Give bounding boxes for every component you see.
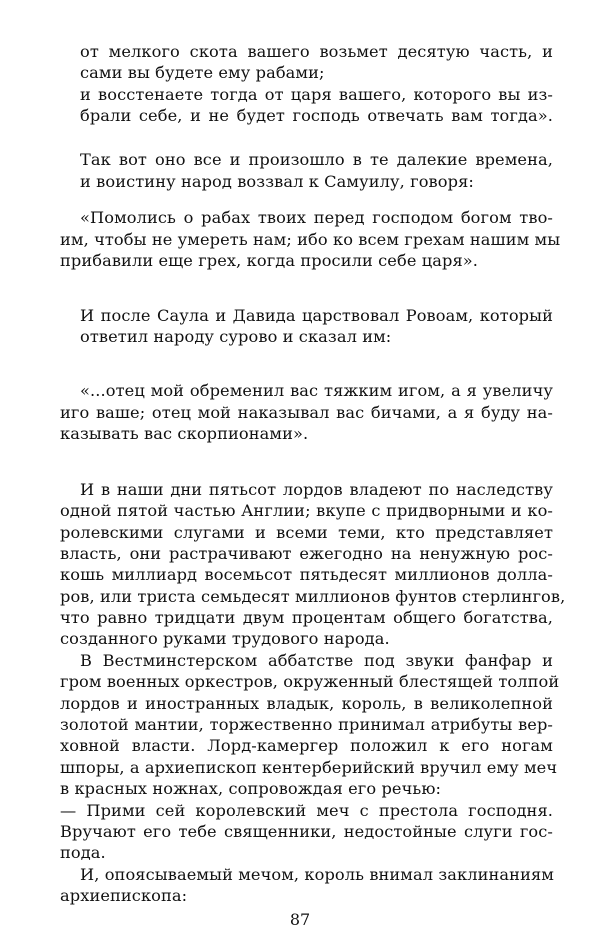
text-line: В Вестминстерском аббатстве под звуки фанфар и bbox=[80, 651, 553, 670]
text-line: и восстенаете тогда от царя вашего, которого вы из- bbox=[80, 85, 553, 104]
text-line: в красных ножнах, сопровождая его речью: bbox=[60, 779, 442, 798]
text-line: «...отец мой обременил вас тяжким игом, а я увеличу bbox=[80, 381, 553, 400]
text-line: созданного руками трудового народа. bbox=[60, 629, 390, 648]
text-line: — Прими сей королевский меч с престола господня. bbox=[60, 801, 553, 820]
text-line: гром военных оркестров, окруженный блестящей толпой bbox=[60, 672, 560, 691]
text-line: шпоры, а архиепископ кентерберийский вручил ему меч bbox=[60, 758, 558, 777]
text-line: казывать вас скорпионами». bbox=[60, 424, 309, 443]
text-line: ховной власти. Лорд-камергер положил к его ногам bbox=[60, 736, 553, 755]
text-line: «Помолись о рабах твоих перед господом богом тво- bbox=[80, 208, 553, 227]
text-line: пода. bbox=[60, 843, 106, 862]
text-line: им, чтобы не умереть нам; ибо ко всем грехам нашим мы bbox=[60, 230, 561, 249]
text-line: одной пятой частью Англии; вкупе с придворными и ко- bbox=[60, 501, 553, 520]
text-line: иго ваше; отец мой наказывал вас бичами, а я буду на- bbox=[60, 403, 553, 422]
text-line: и воистину народ воззвал к Самуилу, говоря: bbox=[80, 172, 474, 191]
text-line: лордов и иностранных владык, король, в великолепной bbox=[60, 694, 553, 713]
text-line: что равно тридцати двум процентам общего богатства, bbox=[60, 608, 553, 627]
text-line: ответил народу сурово и сказал им: bbox=[80, 327, 392, 346]
text-line: прибавили еще грех, когда просили себе царя». bbox=[60, 251, 479, 270]
text-line: ров, или триста семьдесят миллионов фунтов стерлингов, bbox=[60, 587, 566, 606]
text-line: золотой мантии, торжественно принимал атрибуты вер- bbox=[60, 715, 553, 734]
page-number: 87 bbox=[289, 910, 311, 929]
text-line: Вручают его тебе священники, недостойные слуги гос- bbox=[60, 822, 553, 841]
text-line: архиепископа: bbox=[60, 886, 188, 905]
text-line: от мелкого скота вашего возьмет десятую часть, и bbox=[80, 42, 553, 61]
text-line: брали себе, и не будет господь отвечать вам тогда». bbox=[80, 106, 553, 125]
text-line: И, опоясываемый мечом, король внимал заклинаниям bbox=[80, 865, 554, 884]
text-line: сами вы будете ему рабами; bbox=[80, 63, 325, 82]
text-line: Так вот оно все и произошло в те далекие времена, bbox=[80, 150, 553, 169]
text-line: И в наши дни пятьсот лордов владеют по наследству bbox=[80, 480, 553, 499]
text-line: ролевскими слугами и всеми теми, кто представляет bbox=[60, 523, 553, 542]
text-line: власть, они растрачивают ежегодно на ненужную рос- bbox=[60, 544, 553, 563]
text-line: кошь миллиард восемьсот пятьдесят миллионов долла- bbox=[60, 565, 553, 584]
text-line: И после Саула и Давида царствовал Ровоам, который bbox=[80, 306, 553, 325]
